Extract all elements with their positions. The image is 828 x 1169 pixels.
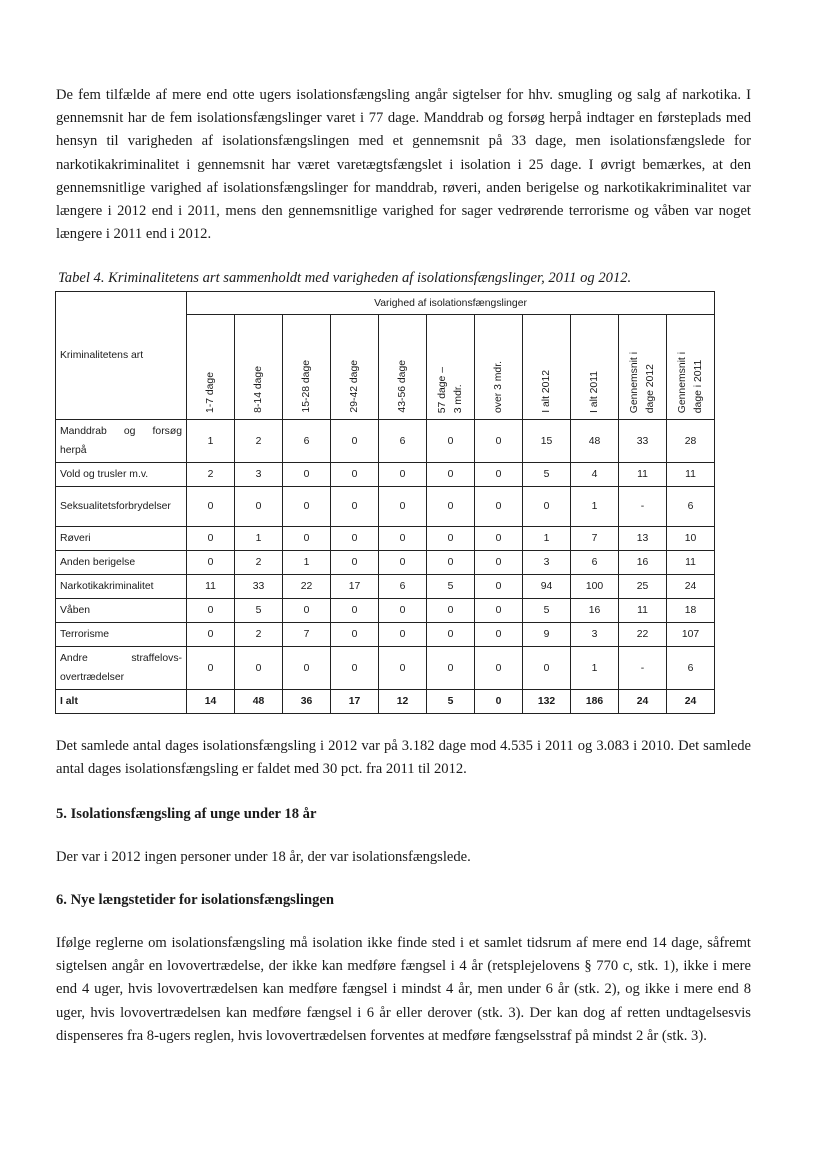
table-cell: 0 [331, 527, 379, 551]
table-cell: 0 [283, 487, 331, 527]
table-cell: 0 [475, 575, 523, 599]
row-header: Kriminalitetens art [56, 292, 187, 420]
row-label: Terrorisme [56, 623, 187, 647]
total-cell: 48 [235, 690, 283, 714]
table-cell: 2 [187, 463, 235, 487]
total-cell: 14 [187, 690, 235, 714]
table-cell: 0 [187, 527, 235, 551]
row-label: Andre straffelovs-overtrædelser [56, 647, 187, 690]
table-cell: 0 [187, 623, 235, 647]
group-header: Varighed af isolationsfængslinger [187, 292, 715, 315]
table-cell: 33 [235, 575, 283, 599]
table-cell: 0 [379, 623, 427, 647]
column-header [187, 315, 235, 420]
column-header-label: 15-28 dage [300, 360, 312, 413]
table-cell: 0 [427, 487, 475, 527]
table-cell: 0 [331, 420, 379, 463]
table-cell: 0 [283, 463, 331, 487]
column-header [523, 315, 571, 420]
table-cell: 5 [523, 463, 571, 487]
column-header-label: 57 dage – 3 mdr. [436, 366, 464, 413]
table-cell: 94 [523, 575, 571, 599]
table-cell: 2 [235, 551, 283, 575]
table-cell: 6 [667, 647, 715, 690]
table-cell: 11 [187, 575, 235, 599]
table-cell: 6 [667, 487, 715, 527]
table-cell: 0 [187, 551, 235, 575]
total-cell: 17 [331, 690, 379, 714]
table-row [56, 647, 715, 690]
table-cell: 0 [283, 647, 331, 690]
table-row [56, 463, 715, 487]
table-body [56, 420, 715, 714]
row-label: Seksualitetsforbrydelser [56, 487, 187, 527]
table-row [56, 623, 715, 647]
table-cell: 3 [235, 463, 283, 487]
table-cell: 1 [571, 487, 619, 527]
table-cell: 5 [235, 599, 283, 623]
row-label: Narkotikakriminalitet [56, 575, 187, 599]
table-cell: 18 [667, 599, 715, 623]
table-cell: 1 [523, 527, 571, 551]
table-cell: 0 [379, 527, 427, 551]
table-cell: 0 [331, 463, 379, 487]
table-row [56, 599, 715, 623]
section-6-heading: 6. Nye længstetider for isolationsfængslingen [56, 892, 334, 908]
table-cell: 0 [379, 599, 427, 623]
column-header [379, 315, 427, 420]
total-label: I alt [56, 690, 187, 714]
table-cell: 0 [187, 599, 235, 623]
column-header [619, 315, 667, 420]
table-cell: 1 [187, 420, 235, 463]
column-header-label: 29-42 dage [348, 360, 360, 413]
column-header-label: I alt 2012 [540, 370, 552, 413]
table-cell: 16 [571, 599, 619, 623]
table-cell: 0 [475, 623, 523, 647]
total-row [56, 690, 715, 714]
table-cell: 16 [619, 551, 667, 575]
total-cell: 132 [523, 690, 571, 714]
table-cell: 2 [235, 420, 283, 463]
crime-duration-table [55, 291, 715, 714]
total-cell: 5 [427, 690, 475, 714]
table-cell: 7 [283, 623, 331, 647]
table-cell: 10 [667, 527, 715, 551]
table-cell: 4 [571, 463, 619, 487]
table-cell: - [619, 647, 667, 690]
total-cell: 36 [283, 690, 331, 714]
row-label: Manddrab og forsøg herpå [56, 420, 187, 463]
table-cell: 6 [571, 551, 619, 575]
row-label: Våben [56, 599, 187, 623]
section-5-heading: 5. Isolationsfængsling af unge under 18 år [56, 806, 317, 822]
table-cell: 11 [619, 463, 667, 487]
column-header [235, 315, 283, 420]
column-header [667, 315, 715, 420]
table-cell: 9 [523, 623, 571, 647]
table-cell: 0 [331, 551, 379, 575]
column-header-label: 1-7 dage [204, 371, 216, 413]
table-caption: Tabel 4. Kriminalitetens art sammenholdt med varigheden af isolationsfængslinger, 2011 og 2012. [58, 270, 632, 286]
table-cell: 15 [523, 420, 571, 463]
table-cell: 1 [571, 647, 619, 690]
table-cell: 0 [283, 527, 331, 551]
table-cell: 3 [523, 551, 571, 575]
table-cell: 0 [379, 463, 427, 487]
column-header-label: Gennemsnit i dage 2012 [628, 351, 656, 413]
table-cell: 5 [427, 575, 475, 599]
table-cell: 11 [667, 463, 715, 487]
column-header [475, 315, 523, 420]
table-cell: 0 [235, 647, 283, 690]
table-cell: 0 [475, 463, 523, 487]
column-header [571, 315, 619, 420]
section-6-text: Ifølge reglerne om isolationsfængsling må isolation ikke finde sted i et samlet tidsrum af mere end 14 dage, såfremt sigtelsen angår en lovovertrædelse, der ikke kan medføre fængsel i 4 år (retsplejelovens § 770 c, stk. 1), ikke i mere end 4 uger, hvis lovovertrædelsen kan medføre fængsel i mindst 4 år, men under 6 år (stk. 2), og ikke i mere end 8 uger, hvis lovovertrædelsen kan medføre fængsel i 6 år eller derover (stk. 3). Der kan dog af retten undtagelsesvis dispenseres fra 8-ugers reglen, hvis lovovertrædelsen forventes at medføre fængselsstraf på mindst 2 år (stk. 3). [56, 935, 751, 1044]
table-cell: 0 [427, 463, 475, 487]
table-cell: 11 [619, 599, 667, 623]
table-cell: 0 [427, 647, 475, 690]
table-cell: 17 [331, 575, 379, 599]
total-cell: 12 [379, 690, 427, 714]
total-cell: 24 [619, 690, 667, 714]
table-cell: 0 [235, 487, 283, 527]
table-cell: 0 [523, 487, 571, 527]
table-cell: 0 [475, 647, 523, 690]
table-cell: 0 [331, 647, 379, 690]
section-5-text: Der var i 2012 ingen personer under 18 år, der var isolationsfængslede. [56, 849, 471, 865]
row-label: Vold og trusler m.v. [56, 463, 187, 487]
table-cell: 6 [379, 420, 427, 463]
table-cell: 22 [283, 575, 331, 599]
table-cell: 0 [523, 647, 571, 690]
table-row [56, 551, 715, 575]
table-cell: 0 [379, 647, 427, 690]
table-cell: 25 [619, 575, 667, 599]
table-cell: 28 [667, 420, 715, 463]
table-cell: 0 [379, 551, 427, 575]
table-cell: 24 [667, 575, 715, 599]
total-cell: 186 [571, 690, 619, 714]
table-cell: - [619, 487, 667, 527]
table-cell: 6 [283, 420, 331, 463]
table-cell: 0 [427, 623, 475, 647]
table-cell: 0 [187, 487, 235, 527]
table-cell: 1 [283, 551, 331, 575]
column-header-label: 8-14 dage [252, 366, 264, 413]
table-cell: 5 [523, 599, 571, 623]
table-cell: 1 [235, 527, 283, 551]
table-cell: 33 [619, 420, 667, 463]
table-row [56, 527, 715, 551]
table-cell: 11 [667, 551, 715, 575]
table-cell: 0 [331, 487, 379, 527]
total-cell: 24 [667, 690, 715, 714]
table-row [56, 487, 715, 527]
table-cell: 7 [571, 527, 619, 551]
table-cell: 22 [619, 623, 667, 647]
table-cell: 0 [427, 420, 475, 463]
table-cell: 3 [571, 623, 619, 647]
total-days-paragraph: Det samlede antal dages isolationsfængsling i 2012 var på 3.182 dage mod 4.535 i 2011 og 3.083 i 2010. Det samlede antal dages isolationsfængsling er faldet med 30 pct. fra 2011 til 2012. [56, 738, 751, 778]
table-cell: 107 [667, 623, 715, 647]
table-cell: 0 [427, 527, 475, 551]
table-cell: 0 [427, 599, 475, 623]
table-cell: 0 [475, 551, 523, 575]
column-header-label: 43-56 dage [396, 360, 408, 413]
column-header [331, 315, 379, 420]
table-row [56, 575, 715, 599]
column-header [427, 315, 475, 420]
table-cell: 0 [475, 527, 523, 551]
column-header [283, 315, 331, 420]
table-cell: 0 [379, 487, 427, 527]
table-cell: 48 [571, 420, 619, 463]
table-cell: 0 [475, 420, 523, 463]
table-row [56, 420, 715, 463]
table-cell: 100 [571, 575, 619, 599]
intro-paragraph: De fem tilfælde af mere end otte ugers isolationsfængsling angår sigtelser for hhv. smugling og salg af narkotika. I gennemsnit har de fem isolationsfængslinger varet i 77 dage. Manddrab og forsøg herpå indtager en førsteplads med hensyn til varigheden af isolationsfængslingen med et gennemsnit på 33 dage, men isolationsfængslede for narkotikakriminalitet i gennemsnit har været varetægtsfængslet i isolation i 25 dage. I øvrigt bemærkes, at den gennemsnitlige varighed af isolationsfængslinger for manddrab, røveri, anden berigelse og narkotikakriminalitet var længere i 2012 end i 2011, mens den gennemsnitlige varighed for sager vedrørende terrorisme og våben var noget længere i 2011 end i 2012. [56, 87, 751, 243]
table-cell: 0 [283, 599, 331, 623]
table-cell: 0 [427, 551, 475, 575]
table-cell: 0 [331, 599, 379, 623]
row-label: Anden berigelse [56, 551, 187, 575]
column-header-label: Gennemsnit i dage i 2011 [676, 351, 704, 413]
column-header-label: I alt 2011 [588, 371, 600, 413]
table-cell: 2 [235, 623, 283, 647]
table-cell: 0 [475, 599, 523, 623]
table-cell: 0 [475, 487, 523, 527]
row-label: Røveri [56, 527, 187, 551]
column-header-label: over 3 mdr. [492, 361, 504, 413]
total-cell: 0 [475, 690, 523, 714]
table-cell: 13 [619, 527, 667, 551]
table-cell: 0 [331, 623, 379, 647]
table-cell: 6 [379, 575, 427, 599]
table-cell: 0 [187, 647, 235, 690]
